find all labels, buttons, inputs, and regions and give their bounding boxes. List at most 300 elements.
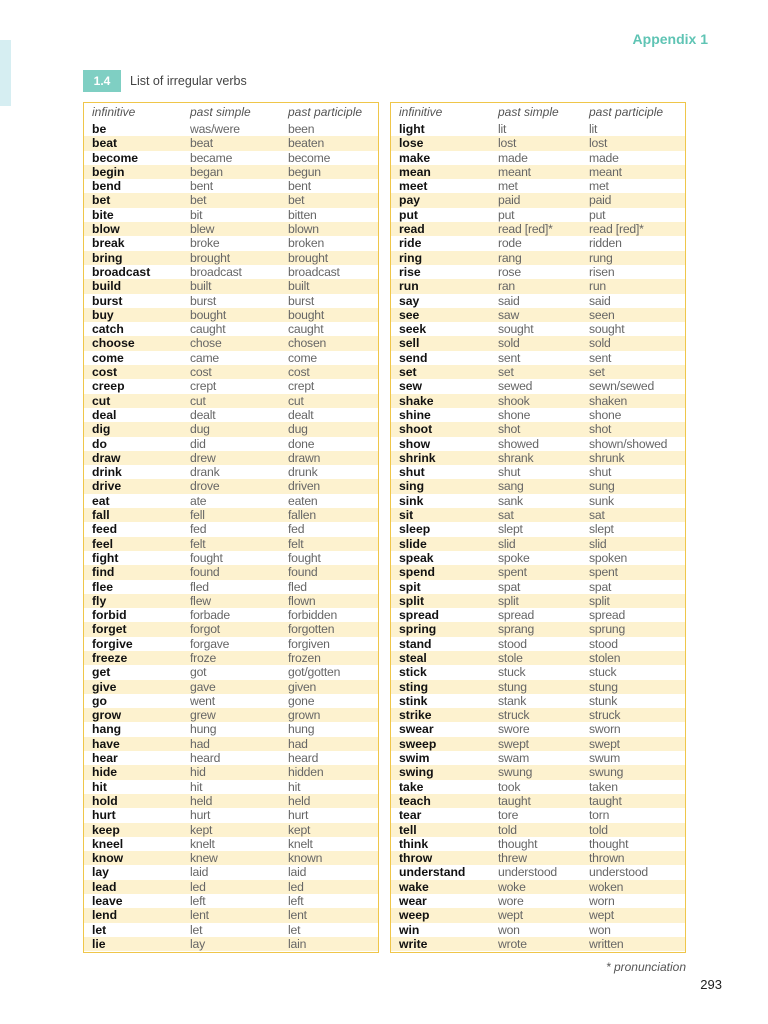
past-simple-cell: lost — [498, 136, 517, 151]
past-simple-cell: lent — [190, 908, 209, 923]
infinitive-cell: spend — [399, 565, 435, 580]
infinitive-cell: ride — [399, 236, 422, 251]
past-participle-cell: cut — [288, 393, 304, 408]
infinitive-cell: sit — [399, 508, 414, 523]
infinitive-cell: forgive — [92, 636, 133, 651]
past-participle-cell: bitten — [288, 207, 317, 222]
infinitive-cell: sell — [399, 336, 420, 351]
past-simple-cell: sent — [498, 350, 521, 365]
past-simple-cell: wrote — [498, 936, 527, 951]
infinitive-cell: fight — [92, 550, 119, 565]
past-simple-cell: rose — [498, 264, 521, 279]
infinitive-cell: drink — [92, 465, 122, 480]
table-row — [84, 565, 378, 579]
infinitive-cell: spit — [399, 579, 421, 594]
table-row — [84, 665, 378, 679]
past-participle-cell: stood — [589, 636, 618, 651]
table-row — [391, 837, 685, 851]
table-row — [84, 279, 378, 293]
past-simple-cell: spoke — [498, 550, 530, 565]
past-participle-cell: taught — [589, 793, 622, 808]
infinitive-cell: shrink — [399, 450, 436, 465]
past-participle-cell: read [red]* — [589, 222, 644, 237]
infinitive-cell: let — [92, 922, 107, 937]
infinitive-cell: deal — [92, 407, 117, 422]
infinitive-cell: sweep — [399, 736, 437, 751]
past-participle-cell: eaten — [288, 493, 318, 508]
past-participle-cell: slept — [589, 522, 614, 537]
side-tab-marker — [0, 40, 11, 106]
infinitive-cell: burst — [92, 293, 123, 308]
infinitive-cell: freeze — [92, 650, 128, 665]
infinitive-cell: build — [92, 279, 122, 294]
past-participle-cell: put — [589, 207, 606, 222]
table-row — [391, 865, 685, 879]
past-participle-cell: sprung — [589, 622, 626, 637]
infinitive-cell: tear — [399, 808, 422, 823]
infinitive-cell: speak — [399, 550, 434, 565]
past-simple-cell: understood — [498, 865, 557, 880]
past-simple-cell: spent — [498, 565, 527, 580]
past-simple-cell: shrank — [498, 450, 534, 465]
past-participle-cell: stung — [589, 679, 618, 694]
past-simple-cell: drank — [190, 465, 220, 480]
past-simple-cell: caught — [190, 322, 226, 337]
past-participle-cell: set — [589, 365, 605, 380]
past-participle-cell: ridden — [589, 236, 622, 251]
past-simple-cell: rode — [498, 236, 522, 251]
infinitive-cell: make — [399, 150, 431, 165]
past-participle-cell: bought — [288, 307, 325, 322]
infinitive-cell: lose — [399, 136, 424, 151]
past-simple-cell: hurt — [190, 808, 211, 823]
past-participle-cell: burst — [288, 293, 315, 308]
table-row — [391, 637, 685, 651]
past-simple-cell: swung — [498, 765, 533, 780]
past-participle-cell: thought — [589, 836, 629, 851]
past-simple-cell: forbade — [190, 608, 230, 623]
past-simple-cell: began — [190, 164, 223, 179]
header-past-participle: past participle — [589, 105, 664, 119]
table-row — [391, 465, 685, 479]
header-past-simple: past simple — [498, 105, 559, 119]
header-past-simple: past simple — [190, 105, 251, 119]
table-row — [391, 708, 685, 722]
past-simple-cell: put — [498, 207, 515, 222]
past-simple-cell: stole — [498, 650, 523, 665]
infinitive-cell: feel — [92, 536, 114, 551]
table-row — [84, 351, 378, 365]
past-participle-cell: slid — [589, 536, 607, 551]
past-participle-cell: shone — [589, 407, 622, 422]
infinitive-cell: swing — [399, 765, 434, 780]
past-participle-cell: won — [589, 922, 611, 937]
pronunciation-footnote: * pronunciation — [605, 960, 686, 974]
page-number: 293 — [700, 977, 722, 992]
header-infinitive: infinitive — [92, 105, 136, 119]
table-row — [84, 537, 378, 551]
past-simple-cell: tore — [498, 808, 519, 823]
past-simple-cell: sewed — [498, 379, 533, 394]
infinitive-cell: be — [92, 122, 107, 136]
past-participle-cell: torn — [589, 808, 610, 823]
table-row — [84, 622, 378, 636]
infinitive-cell: lie — [92, 936, 106, 951]
table-row — [84, 465, 378, 479]
infinitive-cell: cut — [92, 393, 111, 408]
infinitive-cell: weep — [399, 908, 430, 923]
table-row — [84, 408, 378, 422]
past-simple-cell: left — [190, 894, 206, 909]
past-simple-cell: sold — [498, 336, 520, 351]
table-row — [391, 408, 685, 422]
past-participle-cell: become — [288, 150, 331, 165]
past-participle-cell: blown — [288, 222, 319, 237]
table-row — [391, 151, 685, 165]
table-row — [84, 251, 378, 265]
past-simple-cell: sought — [498, 322, 534, 337]
table-row — [84, 694, 378, 708]
past-simple-cell: became — [190, 150, 233, 165]
table-row — [84, 365, 378, 379]
table-row — [391, 622, 685, 636]
past-simple-cell: swore — [498, 722, 530, 737]
infinitive-cell: beat — [92, 136, 118, 151]
infinitive-cell: keep — [92, 822, 120, 837]
past-participle-cell: knelt — [288, 836, 313, 851]
past-simple-cell: got — [190, 665, 207, 680]
past-participle-cell: thrown — [589, 851, 625, 866]
table-row — [84, 508, 378, 522]
past-participle-cell: shot — [589, 422, 612, 437]
verb-rows-right — [391, 122, 685, 951]
past-simple-cell: burst — [190, 293, 217, 308]
infinitive-cell: give — [92, 679, 117, 694]
past-participle-cell: sunk — [589, 493, 614, 508]
infinitive-cell: sink — [399, 493, 424, 508]
infinitive-cell: begin — [92, 164, 125, 179]
past-simple-cell: beat — [190, 136, 213, 151]
past-participle-cell: cost — [288, 365, 310, 380]
past-participle-cell: sought — [589, 322, 625, 337]
table-row — [84, 208, 378, 222]
past-simple-cell: stung — [498, 679, 527, 694]
section-heading — [83, 70, 247, 92]
past-simple-cell: built — [190, 279, 212, 294]
infinitive-cell: forget — [92, 622, 127, 637]
infinitive-cell: rise — [399, 264, 421, 279]
past-simple-cell: cut — [190, 393, 206, 408]
infinitive-cell: go — [92, 693, 107, 708]
past-participle-cell: given — [288, 679, 317, 694]
past-participle-cell: hung — [288, 722, 315, 737]
past-participle-cell: stuck — [589, 665, 617, 680]
table-row — [391, 236, 685, 250]
infinitive-cell: hit — [92, 779, 107, 794]
table-row — [84, 765, 378, 779]
verb-table-right — [390, 102, 686, 953]
infinitive-cell: steal — [399, 650, 427, 665]
past-participle-cell: flown — [288, 593, 316, 608]
header-infinitive: infinitive — [399, 105, 443, 119]
past-simple-cell: ran — [498, 279, 516, 294]
header-past-participle: past participle — [288, 105, 363, 119]
past-simple-cell: told — [498, 822, 517, 837]
past-participle-cell: broadcast — [288, 264, 340, 279]
infinitive-cell: light — [399, 122, 425, 136]
table-row — [84, 780, 378, 794]
table-row — [84, 236, 378, 250]
table-row — [391, 308, 685, 322]
past-simple-cell: slid — [498, 536, 516, 551]
past-participle-cell: understood — [589, 865, 648, 880]
infinitive-cell: fly — [92, 593, 107, 608]
past-participle-cell: had — [288, 736, 308, 751]
past-simple-cell: set — [498, 365, 514, 380]
table-row — [84, 479, 378, 493]
infinitive-cell: stick — [399, 665, 427, 680]
past-simple-cell: drew — [190, 450, 216, 465]
past-participle-cell: let — [288, 922, 301, 937]
infinitive-cell: spring — [399, 622, 437, 637]
past-simple-cell: knelt — [190, 836, 215, 851]
past-participle-cell: rung — [589, 250, 613, 265]
infinitive-cell: shut — [399, 465, 425, 480]
infinitive-cell: hurt — [92, 808, 116, 823]
infinitive-cell: sing — [399, 479, 425, 494]
infinitive-cell: drive — [92, 479, 122, 494]
infinitive-cell: strike — [399, 708, 432, 723]
infinitive-cell: cost — [92, 365, 118, 380]
infinitive-cell: think — [399, 836, 429, 851]
past-participle-cell: spoken — [589, 550, 628, 565]
infinitive-cell: catch — [92, 322, 124, 337]
past-participle-cell: bent — [288, 179, 311, 194]
past-participle-cell: hit — [288, 779, 301, 794]
verb-table-left — [83, 102, 379, 953]
past-simple-cell: fought — [190, 550, 223, 565]
past-participle-cell: hidden — [288, 765, 324, 780]
past-simple-cell: led — [190, 879, 206, 894]
infinitive-cell: lay — [92, 865, 109, 880]
past-participle-cell: found — [288, 565, 318, 580]
infinitive-cell: meet — [399, 179, 428, 194]
past-simple-cell: flew — [190, 593, 211, 608]
past-participle-cell: forgiven — [288, 636, 330, 651]
past-participle-cell: lent — [288, 908, 307, 923]
past-simple-cell: bought — [190, 307, 227, 322]
past-participle-cell: swung — [589, 765, 624, 780]
table-row — [391, 336, 685, 350]
table-row — [391, 351, 685, 365]
past-participle-cell: led — [288, 879, 304, 894]
past-participle-cell: frozen — [288, 650, 321, 665]
infinitive-cell: mean — [399, 164, 431, 179]
infinitive-cell: eat — [92, 493, 110, 508]
past-participle-cell: been — [288, 122, 315, 136]
infinitive-cell: become — [92, 150, 139, 165]
infinitive-cell: wear — [399, 894, 427, 909]
infinitive-cell: tell — [399, 822, 417, 837]
past-simple-cell: took — [498, 779, 521, 794]
past-participle-cell: sung — [589, 479, 615, 494]
past-simple-cell: struck — [498, 708, 530, 723]
infinitive-cell: creep — [92, 379, 125, 394]
infinitive-cell: see — [399, 307, 420, 322]
table-row — [391, 765, 685, 779]
past-simple-cell: ate — [190, 493, 207, 508]
infinitive-cell: get — [92, 665, 111, 680]
table-row — [84, 794, 378, 808]
past-participle-cell: brought — [288, 250, 328, 265]
past-simple-cell: came — [190, 350, 220, 365]
past-participle-cell: seen — [589, 307, 615, 322]
past-simple-cell: hid — [190, 765, 206, 780]
table-row — [84, 151, 378, 165]
table-row — [391, 908, 685, 922]
table-row — [84, 580, 378, 594]
past-participle-cell: taken — [589, 779, 618, 794]
table-row — [391, 651, 685, 665]
infinitive-cell: win — [399, 922, 420, 937]
table-header — [391, 104, 685, 122]
table-row — [391, 265, 685, 279]
infinitive-cell: hang — [92, 722, 122, 737]
infinitive-cell: put — [399, 207, 418, 222]
table-row — [84, 594, 378, 608]
infinitive-cell: run — [399, 279, 419, 294]
table-row — [84, 923, 378, 937]
infinitive-cell: buy — [92, 307, 114, 322]
past-participle-cell: bet — [288, 193, 305, 208]
table-row — [84, 808, 378, 822]
table-row — [84, 823, 378, 837]
table-row — [391, 122, 685, 136]
table-row — [391, 422, 685, 436]
past-participle-cell: wept — [589, 908, 614, 923]
past-simple-cell: taught — [498, 793, 531, 808]
table-row — [84, 122, 378, 136]
past-simple-cell: sat — [498, 508, 514, 523]
past-simple-cell: bit — [190, 207, 203, 222]
past-participle-cell: dug — [288, 422, 308, 437]
section-number-badge: 1.4 — [83, 70, 121, 92]
table-row — [391, 294, 685, 308]
infinitive-cell: hear — [92, 751, 118, 766]
table-row — [391, 522, 685, 536]
table-row — [391, 451, 685, 465]
table-row — [84, 908, 378, 922]
past-simple-cell: chose — [190, 336, 222, 351]
table-row — [84, 637, 378, 651]
table-row — [84, 394, 378, 408]
past-participle-cell: spent — [589, 565, 618, 580]
past-participle-cell: shut — [589, 465, 612, 480]
past-participle-cell: fed — [288, 522, 305, 537]
past-participle-cell: risen — [589, 264, 615, 279]
infinitive-cell: come — [92, 350, 124, 365]
infinitive-cell: draw — [92, 450, 121, 465]
table-row — [391, 537, 685, 551]
infinitive-cell: choose — [92, 336, 135, 351]
table-row — [391, 580, 685, 594]
past-participle-cell: begun — [288, 164, 321, 179]
past-simple-cell: met — [498, 179, 518, 194]
table-row — [84, 608, 378, 622]
past-participle-cell: done — [288, 436, 315, 451]
table-row — [84, 265, 378, 279]
table-row — [391, 923, 685, 937]
past-participle-cell: dealt — [288, 407, 314, 422]
past-simple-cell: lit — [498, 122, 507, 136]
infinitive-cell: bite — [92, 207, 114, 222]
past-simple-cell: rang — [498, 250, 522, 265]
past-participle-cell: said — [589, 293, 611, 308]
table-row — [84, 336, 378, 350]
past-participle-cell: fled — [288, 579, 307, 594]
past-simple-cell: stood — [498, 636, 527, 651]
past-participle-cell: beaten — [288, 136, 325, 151]
past-participle-cell: fallen — [288, 508, 316, 523]
table-row — [391, 722, 685, 736]
past-simple-cell: fell — [190, 508, 205, 523]
past-participle-cell: paid — [589, 193, 612, 208]
past-simple-cell: fed — [190, 522, 207, 537]
infinitive-cell: shake — [399, 393, 434, 408]
table-row — [84, 680, 378, 694]
infinitive-cell: say — [399, 293, 420, 308]
table-row — [84, 437, 378, 451]
infinitive-cell: have — [92, 736, 120, 751]
table-row — [391, 808, 685, 822]
section-title: List of irregular verbs — [130, 74, 247, 88]
past-simple-cell: dealt — [190, 407, 216, 422]
infinitive-cell: send — [399, 350, 428, 365]
table-row — [84, 322, 378, 336]
table-row — [391, 494, 685, 508]
table-row — [391, 208, 685, 222]
past-participle-cell: heard — [288, 751, 319, 766]
past-simple-cell: held — [190, 793, 213, 808]
past-participle-cell: stolen — [589, 650, 621, 665]
infinitive-cell: bet — [92, 193, 111, 208]
table-row — [84, 880, 378, 894]
past-participle-cell: laid — [288, 865, 307, 880]
infinitive-cell: hold — [92, 793, 118, 808]
past-participle-cell: made — [589, 150, 619, 165]
past-simple-cell: hit — [190, 779, 203, 794]
infinitive-cell: sleep — [399, 522, 431, 537]
table-row — [84, 851, 378, 865]
table-row — [84, 651, 378, 665]
past-participle-cell: shrunk — [589, 450, 625, 465]
table-row — [84, 937, 378, 951]
infinitive-cell: understand — [399, 865, 466, 880]
past-simple-cell: threw — [498, 851, 527, 866]
past-participle-cell: sent — [589, 350, 612, 365]
infinitive-cell: seek — [399, 322, 427, 337]
infinitive-cell: slide — [399, 536, 427, 551]
past-participle-cell: shaken — [589, 393, 628, 408]
infinitive-cell: write — [399, 936, 428, 951]
infinitive-cell: throw — [399, 851, 433, 866]
past-participle-cell: lit — [589, 122, 598, 136]
infinitive-cell: find — [92, 565, 115, 580]
past-participle-cell: kept — [288, 822, 311, 837]
infinitive-cell: set — [399, 365, 417, 380]
past-simple-cell: stank — [498, 693, 527, 708]
past-simple-cell: kept — [190, 822, 213, 837]
